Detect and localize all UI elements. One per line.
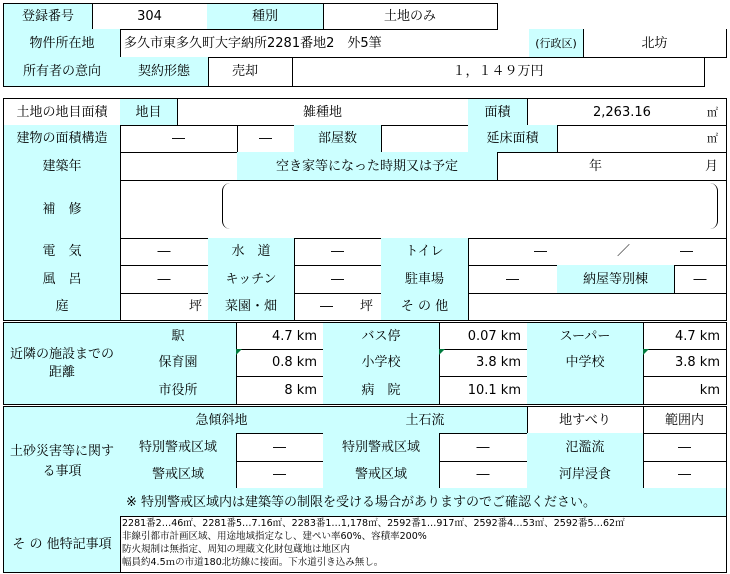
erosion-label: 河岸浸食 (527, 461, 644, 489)
steep-warn-value: ― (236, 461, 324, 489)
station-distance: 4.7 (271, 328, 293, 344)
building-label: 建物の面積構造 (3, 125, 121, 153)
notes-label: そ の 他特記事項 (3, 516, 121, 573)
elementary-distance: 3.8 (475, 355, 497, 370)
note-line-4: 幅員約4.5ｍの市道180北坊線に接面。下水道引き込み無し。 (122, 557, 384, 568)
kitchen-label: キッチン (208, 265, 295, 294)
nursery-distance: 0.8 (271, 355, 293, 370)
district-value: 北坊 (583, 29, 727, 58)
super-distance: 4.7 (674, 328, 696, 344)
bus-value (439, 322, 528, 350)
disaster-label-text: 土砂災害等に関する事項 (9, 444, 114, 479)
cityhall-label: 市役所 (120, 376, 237, 405)
year-label: 建築年 (3, 152, 121, 181)
price-value: １，１４９万円 (292, 57, 705, 87)
repair-bracket (222, 183, 718, 229)
field-value-dash: ― (320, 299, 333, 314)
steep-special-value: ― (236, 433, 324, 462)
reg-value: 304 (92, 3, 208, 30)
flood-label: 氾濫流 (527, 433, 644, 462)
hospital-distance: 10.1 (467, 382, 497, 398)
toilet-value-1: ― (534, 244, 547, 259)
blank-facility-label (527, 376, 644, 405)
nursery-label: 保育園 (120, 349, 237, 377)
nearby-label (3, 322, 121, 405)
parking-label: 駐車場 (381, 265, 469, 294)
disaster-label (3, 406, 121, 517)
floor-area-label: 延床面積 (468, 125, 558, 153)
note-line-1: 2281番2…46㎡、2281番5…7.16㎡、2283番1…1,178㎡、2592番1…917㎡、2592番4…53㎡、2592番5…62㎡ (122, 518, 625, 529)
cityhall-value (236, 376, 324, 405)
junior-unit: km (699, 355, 720, 370)
flood-value: ― (643, 433, 727, 462)
debris-special-label: 特別警戒区域 (323, 433, 440, 462)
nearby-label-text: 近隣の施設までの距離 (9, 346, 114, 380)
nursery-value (236, 349, 324, 377)
note-line-2: 非線引都市計画区域、用途地域指定なし、建ぺい率60%、容積率200% (122, 531, 427, 542)
location-label: 物件所在地 (3, 29, 121, 58)
garden-label: 庭 (3, 293, 121, 321)
steep-special-label: 特別警戒区域 (120, 433, 237, 462)
hospital-unit: km (500, 382, 521, 398)
junior-label: 中学校 (527, 349, 644, 377)
building-value-1: ― (120, 125, 238, 153)
field-label: 菜園・畑 (208, 293, 295, 321)
blank-facility-unit: km (699, 382, 720, 398)
area-unit: ㎡ (707, 105, 718, 119)
chimoku-label: 地目 (120, 98, 178, 126)
floor-area-cell (557, 125, 727, 153)
debris-warn-label: 警戒区域 (323, 461, 440, 489)
cityhall-distance: 8 (284, 382, 293, 398)
district-label: (行政区) (529, 29, 584, 58)
reg-label: 登録番号 (3, 3, 93, 30)
repair-label: 補 修 (3, 180, 121, 239)
building-value-2: ― (237, 125, 295, 153)
elementary-unit: km (500, 355, 521, 370)
field-unit: 坪 (360, 299, 374, 314)
electric-value: ― (120, 238, 209, 266)
station-label: 駅 (120, 322, 237, 350)
type-label: 種別 (207, 3, 324, 30)
disaster-notice: ※ 特別警戒区域内は建築等の制限を受ける場合がありますのでご確認ください。 (120, 488, 727, 517)
hospital-label: 病 院 (323, 376, 440, 405)
field-value (294, 293, 382, 321)
toilet-label: トイレ (381, 238, 469, 266)
steep-label: 急傾斜地 (120, 406, 324, 434)
contract-label: 契約形態 (120, 57, 209, 87)
barn-label: 納屋等別棟 (557, 265, 675, 294)
super-unit: km (699, 328, 720, 344)
erosion-value: ― (643, 461, 727, 489)
rooms-value (381, 125, 469, 153)
year-value (120, 152, 238, 181)
debris-warn-value: ― (439, 461, 528, 489)
bath-label: 風 呂 (3, 265, 121, 294)
type-value: 土地のみ (323, 3, 498, 30)
hospital-value (439, 376, 528, 405)
landslide-value: 範囲内 (643, 406, 727, 434)
elementary-label: 小学校 (323, 349, 440, 377)
chimoku-value: 雑種地 (177, 98, 469, 126)
owner-label: 所有者の意向 (3, 57, 121, 87)
garden-unit: 坪 (120, 293, 209, 321)
super-label: スーパー (527, 322, 644, 350)
other-value (468, 293, 727, 321)
elementary-value (439, 349, 528, 377)
bus-label: バス停 (323, 322, 440, 350)
month-unit: 月 (704, 158, 718, 174)
kitchen-value: ― (294, 265, 382, 294)
bath-value: ― (120, 265, 209, 294)
toilet-separator: ／ (617, 244, 631, 259)
nursery-unit: km (296, 355, 317, 370)
land-label: 土地の地目面積 (3, 98, 121, 126)
cityhall-unit: km (296, 382, 317, 398)
note-line-3: 防火規制は無指定、周知の埋蔵文化財包蔵地は地区内 (122, 544, 351, 555)
location-value: 多久市東多久町大字納所2281番地2 外5筆 (120, 29, 530, 58)
contract-value: 売却 (208, 57, 293, 87)
debris-special-value: ― (439, 433, 528, 462)
toilet-value (468, 238, 727, 266)
blank-facility-value (643, 376, 727, 405)
station-unit: km (296, 328, 317, 344)
year-unit: 年 (589, 158, 603, 174)
landslide-label: 地すべり (527, 406, 644, 434)
area-label: 面積 (468, 98, 528, 126)
bus-unit: km (500, 328, 521, 344)
station-value (236, 322, 324, 350)
parking-value: ― (468, 265, 558, 294)
barn-value: ― (674, 265, 727, 294)
bus-distance: 0.07 (467, 328, 497, 344)
other-label: そ の 他 (381, 293, 469, 321)
area-value: 2,263.16 (593, 104, 651, 120)
water-label: 水 道 (208, 238, 295, 266)
floor-area-unit: ㎡ (707, 132, 718, 145)
junior-distance: 3.8 (674, 355, 696, 370)
vacant-label: 空き家等になった時期又は予定 (237, 152, 498, 181)
steep-warn-label: 警戒区域 (120, 461, 237, 489)
area-value-cell (527, 98, 727, 126)
electric-label: 電 気 (3, 238, 121, 266)
debris-label: 土石流 (323, 406, 528, 434)
water-value: ― (294, 238, 382, 266)
super-value (643, 322, 727, 350)
rooms-label: 部屋数 (294, 125, 382, 153)
toilet-value-2: ― (680, 244, 693, 259)
junior-value (643, 349, 727, 377)
vacant-value (497, 152, 727, 181)
